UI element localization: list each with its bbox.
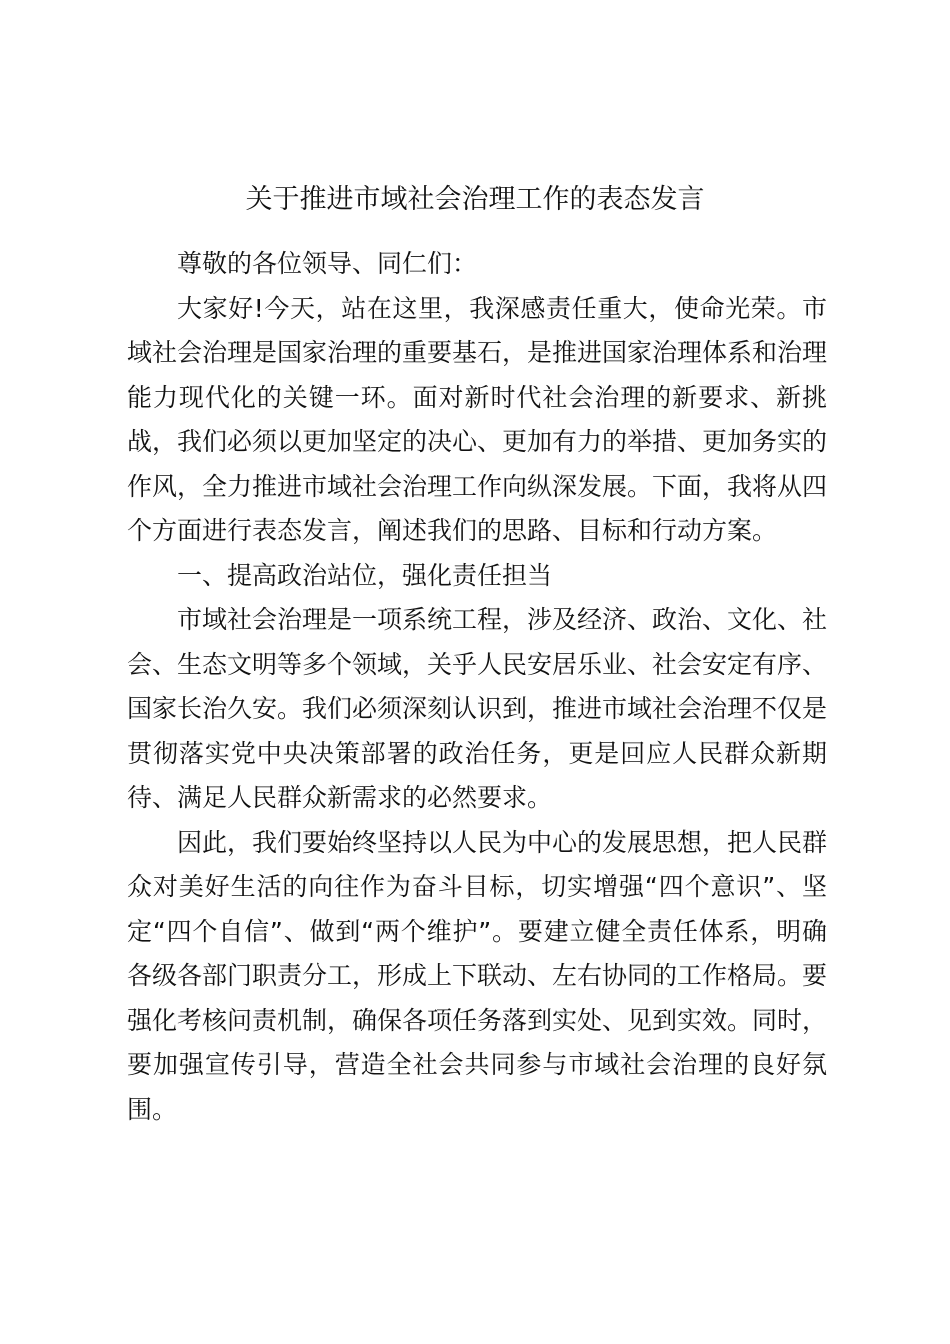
body-paragraph: 市域社会治理是一项系统工程，涉及经济、政治、文化、社会、生态文明等多个领域，关乎人民安居乐业、社会安定有序、国家长治久安。我们必须深刻认识到，推进市域社会治理不仅是贯彻落实党中央决策部署的政治任务，更是回应人民群众新期待、满足人民群众新需求的必然要求。 xyxy=(127,605,828,812)
body-paragraph: 因此，我们要始终坚持以人民为中心的发展思想，把人民群众对美好生活的向往作为奋斗目标，切实增强“四个意识”、坚定“四个自信”、做到“两个维护”。要建立健全责任体系，明确各级各部门职责分工，形成上下联动、左右协同的工作格局。要强化考核问责机制，确保各项任务落到实处、见到实效。同时，要加强宣传引导，营造全社会共同参与市域社会治理的良好氛围。 xyxy=(127,827,828,1124)
document-body xyxy=(127,242,827,1132)
section-heading: 一、提高政治站位，强化责任担当 xyxy=(177,560,553,590)
salutation-paragraph: 尊敬的各位领导、同仁们： xyxy=(177,249,478,278)
intro-paragraph: 大家好!今天，站在这里，我深感责任重大，使命光荣。市域社会治理是国家治理的重要基石，是推进国家治理体系和治理能力现代化的关键一环。面对新时代社会治理的新要求、新挑战，我们必须以更加坚定的决心、更加有力的举措、更加务实的作风，全力推进市域社会治理工作向纵深发展。下面，我将从四个方面进行表态发言，阐述我们的思路、目标和行动方案。 xyxy=(127,293,828,545)
document-title: 关于推进市域社会治理工作的表态发言 xyxy=(245,184,705,215)
